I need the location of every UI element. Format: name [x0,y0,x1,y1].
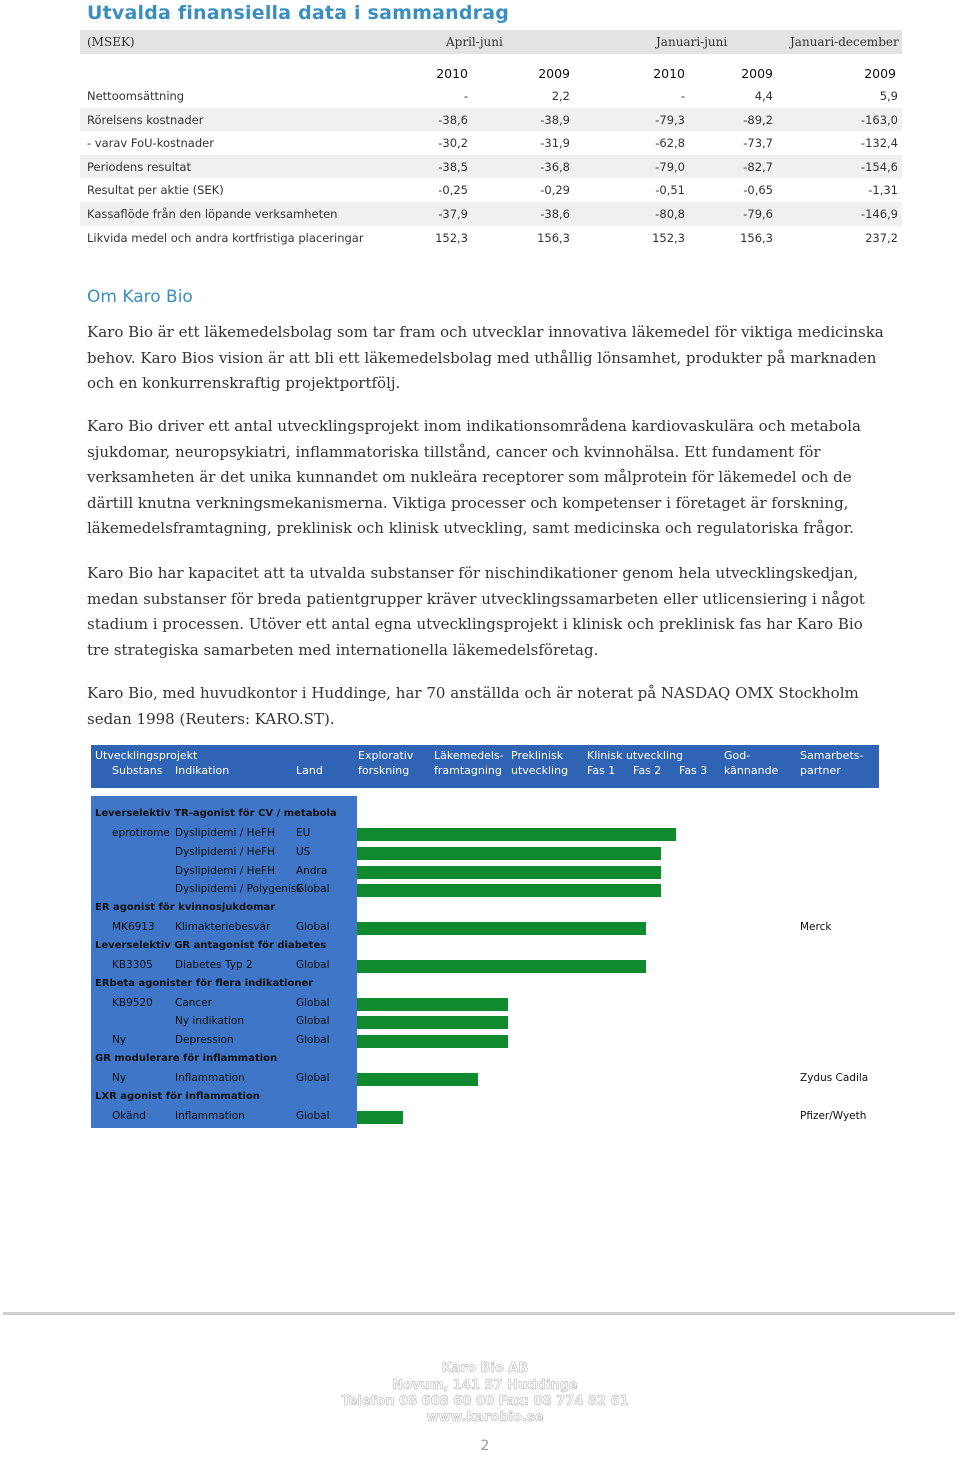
header-substance: Substans [112,764,163,777]
table-cell: -89,2 [743,112,773,127]
header-framtagning: framtagning [434,764,502,777]
row-label: Periodens resultat [87,159,191,174]
table-cell: 156,3 [537,230,570,245]
indication-cell: Klimakteriebesvär [175,921,271,933]
substance-cell: Ny [112,1072,127,1084]
page-number: 2 [480,1438,490,1454]
year-header: 2009 [864,66,896,81]
period-april-juni: April-juni [446,35,503,49]
table-cell: 152,3 [652,230,685,245]
row-label: Nettoomsättning [87,89,185,103]
header-fas2: Fas 2 [633,764,662,777]
header-utveckling: utveckling [511,764,569,777]
country-cell: Global [296,1015,330,1027]
table-cell: 2,2 [551,89,570,103]
table-cell: -163,0 [860,112,898,127]
header-forskning: forskning [358,764,410,777]
header-kannande: kännande [724,764,779,777]
table-cell: -73,7 [743,136,773,151]
footer-divider [3,1312,955,1315]
table-cell: -0,25 [438,183,468,198]
year-header: 2010 [653,66,685,81]
header-preklinisk: Preklinisk [511,749,564,762]
table-cell: 152,3 [435,230,468,245]
header-god: God- [724,749,751,762]
table-cell: -36,8 [540,159,570,174]
table-cell: -146,9 [860,206,898,221]
country-cell: Global [296,1072,330,1084]
period-januari-juni: Januari-juni [656,35,728,49]
indication-cell: Inflammation [175,1072,245,1084]
country-cell: Global [296,921,330,933]
header-partner: partner [800,764,841,777]
year-row [80,58,902,84]
header-projects: Utvecklingsprojekt [95,749,198,762]
table-cell: -0,29 [540,183,570,198]
table-cell: -38,9 [540,112,570,127]
pipeline-group-heading: Leverselektiv GR antagonist för diabetes [95,940,327,951]
substance-cell: KB3305 [112,959,153,971]
header-klinisk: Klinisk utveckling [587,749,683,762]
table-cell: -79,3 [655,112,685,127]
pipeline-progress-bar [357,1035,508,1048]
country-cell: EU [296,827,311,839]
page-title: Utvalda finansiella data i sammandrag [87,2,510,24]
substance-cell: MK6913 [112,921,155,933]
table-row [80,155,902,179]
table-cell: -38,6 [540,206,570,221]
country-cell: Global [296,1034,330,1046]
pipeline-progress-bar [357,847,661,860]
table-row [80,84,902,108]
table-cell: 5,9 [879,89,898,103]
country-cell: US [296,846,311,858]
pipeline-progress-bar [357,960,646,973]
indication-cell: Ny indikation [175,1015,245,1027]
table-row [80,108,902,132]
table-cell: -0,65 [743,183,773,198]
country-cell: Andra [296,865,328,877]
pipeline-group-heading: Leverselektiv TR-agonist för CV / metabola [95,808,337,819]
indication-cell: Dyslipidemi / Polygenisk [175,883,303,895]
table-cell: -38,6 [438,112,468,127]
pipeline-header [91,745,879,788]
table-cell: -37,9 [438,206,468,221]
substance-cell: Ny [112,1034,127,1046]
partner-cell: Pfizer/Wyeth [800,1110,867,1122]
header-explorativ: Explorativ [358,749,414,762]
table-cell: -31,9 [540,136,570,151]
pipeline-progress-bar [357,922,646,935]
row-label: - varav FoU-kostnader [87,136,214,151]
table-cell: -80,8 [655,206,685,221]
table-cell: -62,8 [655,136,685,151]
paragraph: Karo Bio har kapacitet att ta utvalda substanser för nischindikationer genom hela utvecklingskedjan, medan substanser för breda patientgrupper kräver utvecklingssamarbeten eller utlicensiering i något stadium i processen. Utöver ett antal egna utvecklingsprojekt i klinisk och preklinisk fas har Karo Bio tre strategiska samarbeten med internationella läkemedelsföretag. [87,564,865,659]
row-label: Resultat per aktie (SEK) [87,183,224,198]
table-cell: - [463,89,468,103]
footer-address: Novum, 141 57 Huddinge [392,1378,578,1393]
substance-cell: Okänd [112,1110,146,1122]
footer-company: Karo Bio AB [441,1361,529,1376]
header-fas1: Fas 1 [587,764,616,777]
pipeline-progress-bar [357,1073,478,1086]
financial-table-header [80,30,902,54]
pipeline-progress-bar [357,998,508,1011]
partner-cell: Zydus Cadila [800,1072,869,1084]
financial-table [80,30,902,249]
pipeline-progress-bar [357,1016,508,1029]
header-indication: Indikation [175,764,230,777]
indication-cell: Depression [175,1034,234,1046]
table-row [80,131,902,155]
table-cell: 4,4 [754,89,773,103]
country-cell: Global [296,883,330,895]
table-cell: -0,51 [655,183,685,198]
country-cell: Global [296,1110,330,1122]
table-cell: -79,0 [655,159,685,174]
pipeline-progress-bar [357,828,676,841]
pipeline-progress-bar [357,1111,403,1124]
table-cell: -79,6 [743,206,773,221]
indication-cell: Cancer [175,997,212,1009]
table-row [80,178,902,202]
table-cell: -132,4 [860,136,898,151]
period-januari-december: Januari-december [790,35,899,49]
indication-cell: Dyslipidemi / HeFH [175,865,275,877]
paragraph: Karo Bio är ett läkemedelsbolag som tar fram och utvecklar innovativa läkemedel för viktiga medicinska behov. Karo Bios vision är att bli ett läkemedelsbolag med uthållig lönsamhet, produkter på marknaden och en konkurrenskraftig projektportfölj. [87,323,884,392]
table-row [80,202,902,226]
year-header: 2009 [741,66,773,81]
pipeline-progress-bar [357,866,661,879]
table-cell: -154,6 [860,159,898,174]
country-cell: Global [296,997,330,1009]
table-cell: - [680,89,685,103]
header-lakemedels: Läkemedels- [434,749,504,762]
paragraph: Karo Bio, med huvudkontor i Huddinge, har 70 anställda och är noterat på NASDAQ OMX Stockholm sedan 1998 (Reuters: KARO.ST). [87,684,859,728]
row-label: Kassaflöde från den löpande verksamheten [87,206,338,221]
indication-cell: Dyslipidemi / HeFH [175,827,275,839]
pipeline-group-heading: LXR agonist för inflammation [95,1091,260,1102]
paragraph: Karo Bio driver ett antal utvecklingsprojekt inom indikationsområdena kardiovaskulära och metabola sjukdomar, neuropsykiatri, inflammatoriska tillstånd, cancer och kvinnohälsa. Ett fundament för verksamheten är det unika kunnandet om nukleära receptorer som målprotein för läkemedel och de därtill knutna verkningsmekanismerna. Viktiga processer och kompetenser i företaget är forskning, läkemedelsframtagning, preklinisk och klinisk utveckling, samt medicinska och regulatoriska frågor. [87,417,861,537]
year-header: 2009 [538,66,570,81]
footer-phone: Telefon 08 608 60 00 Fax: 08 774 82 61 [341,1394,629,1409]
indication-cell: Inflammation [175,1110,245,1122]
table-cell: 237,2 [865,230,898,245]
footer-web: www.karobio.se [426,1410,544,1425]
row-label: Likvida medel och andra kortfristiga placeringar [87,230,364,245]
substance-cell: KB9520 [112,997,153,1009]
partner-cell: Merck [800,921,832,933]
unit-label: (MSEK) [87,35,135,49]
table-cell: 156,3 [740,230,773,245]
substance-cell: eprotirome [112,827,170,839]
header-country: Land [296,764,323,777]
header-fas3: Fas 3 [679,764,708,777]
pipeline-group-heading: ERbeta agonister för flera indikationer [95,978,314,989]
row-label: Rörelsens kostnader [87,112,204,127]
pipeline-progress-bar [357,884,661,897]
section-heading: Om Karo Bio [87,287,193,307]
country-cell: Global [296,959,330,971]
table-row [80,226,902,250]
pipeline-group-heading: ER agonist för kvinnosjukdomar [95,902,276,913]
table-cell: -1,31 [868,183,898,198]
pipeline-group-heading: GR modulerare för inflammation [95,1053,278,1064]
year-header: 2010 [436,66,468,81]
table-cell: -30,2 [438,136,468,151]
table-cell: -82,7 [743,159,773,174]
header-samarbets: Samarbets- [800,749,864,762]
table-cell: -38,5 [438,159,468,174]
indication-cell: Diabetes Typ 2 [175,959,253,971]
indication-cell: Dyslipidemi / HeFH [175,846,275,858]
